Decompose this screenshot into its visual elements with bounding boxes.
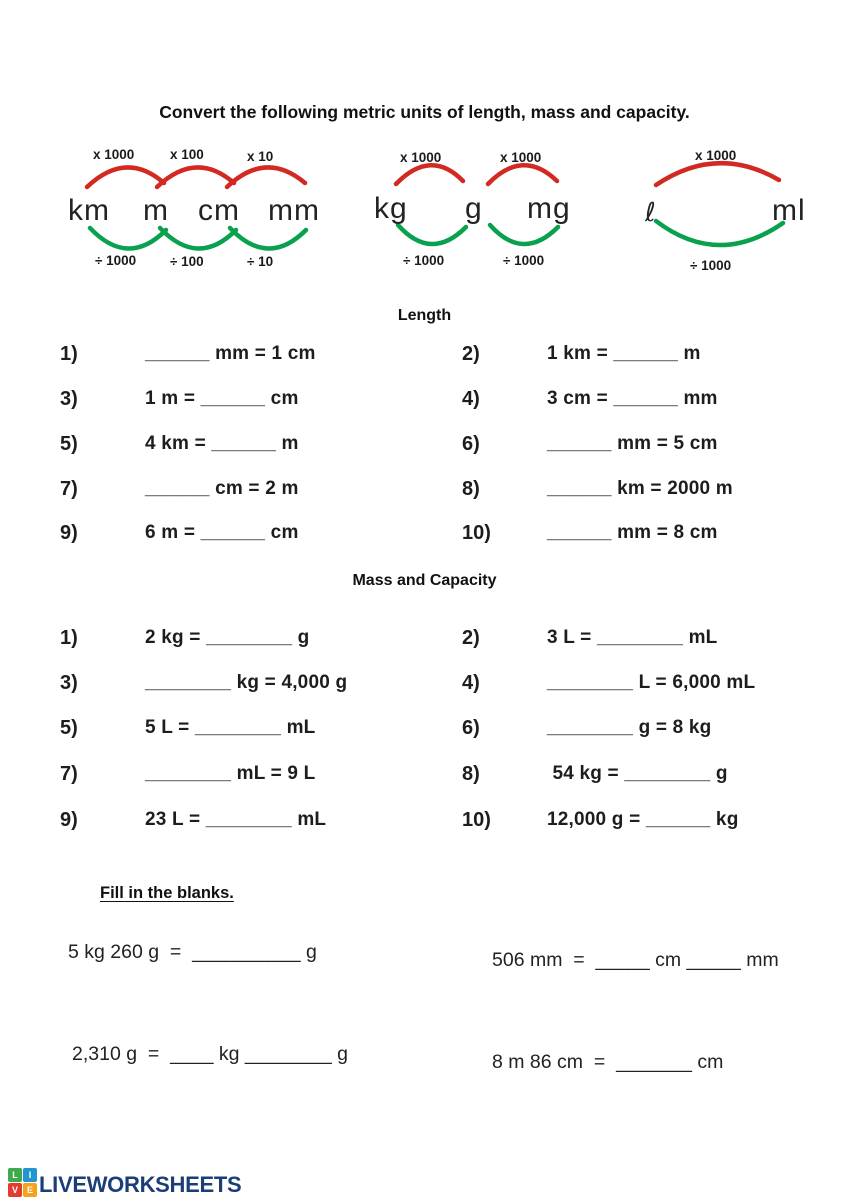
question-blank[interactable]: 5 L = ________ mL xyxy=(145,717,316,738)
question-number: 8) xyxy=(462,763,480,785)
question-row xyxy=(0,627,849,653)
worksheet-title: Convert the following metric units of length, mass and capacity. xyxy=(159,102,690,122)
question-number: 7) xyxy=(60,478,78,500)
mass-section-heading: Mass and Capacity xyxy=(352,572,497,589)
question-blank[interactable]: ________ kg = 4,000 g xyxy=(145,672,348,693)
multiply-arrow-l-ml xyxy=(656,163,779,185)
question-blank[interactable]: 2 kg = ________ g xyxy=(145,627,310,648)
length-section-heading: Length xyxy=(397,307,452,324)
unit-g: g xyxy=(465,192,483,225)
question-number: 9) xyxy=(60,522,78,544)
multiplier-label: x 100 xyxy=(170,147,204,162)
question-row xyxy=(0,433,849,459)
unit-cm: cm xyxy=(198,194,240,227)
question-number: 3) xyxy=(60,388,78,410)
divide-arrow-mm-cm xyxy=(230,228,306,249)
multiplier-label: x 1000 xyxy=(400,150,442,165)
question-blank[interactable]: 1 km = ______ m xyxy=(547,343,701,364)
unit-ml: ml xyxy=(772,194,806,227)
logo-square-i: I xyxy=(23,1168,37,1182)
multiplier-label: x 1000 xyxy=(695,148,737,163)
question-blank[interactable]: 1 m = ______ cm xyxy=(145,388,299,409)
question-number: 9) xyxy=(60,809,78,831)
fill-blank-item[interactable]: 506 mm = _____ cm _____ mm xyxy=(492,949,779,971)
divisor-label: ÷ 1000 xyxy=(95,253,137,268)
multiply-arrow-kg-g xyxy=(396,165,463,184)
question-blank[interactable]: 6 m = ______ cm xyxy=(145,522,299,543)
question-row xyxy=(0,343,849,369)
divide-arrow-m-km xyxy=(90,228,166,249)
unit-km: km xyxy=(68,194,110,227)
question-blank[interactable]: ________ mL = 9 L xyxy=(145,763,316,784)
question-number: 6) xyxy=(462,717,480,739)
question-number: 5) xyxy=(60,433,78,455)
question-row xyxy=(0,388,849,414)
multiply-arrow-m-cm xyxy=(157,167,234,187)
question-number: 4) xyxy=(462,672,480,694)
divide-arrow-cm-m xyxy=(160,228,236,249)
question-blank[interactable]: 54 kg = ________ g xyxy=(547,763,728,784)
divisor-label: ÷ 10 xyxy=(247,254,274,269)
question-row xyxy=(0,809,849,835)
unit-m: m xyxy=(143,194,169,227)
multiplier-label: x 1000 xyxy=(500,150,542,165)
question-blank[interactable]: ______ mm = 8 cm xyxy=(547,522,718,543)
divide-arrow-g-kg xyxy=(398,225,466,244)
divide-arrow-mg-g xyxy=(490,225,558,244)
multiply-arrow-km-m xyxy=(87,167,164,187)
fill-blank-item[interactable]: 8 m 86 cm = _______ cm xyxy=(492,1051,724,1073)
question-number: 2) xyxy=(462,343,480,365)
divisor-label: ÷ 1000 xyxy=(403,253,445,268)
liveworksheets-logo[interactable] xyxy=(8,1168,37,1197)
question-blank[interactable]: 3 L = ________ mL xyxy=(547,627,718,648)
unit-kg: kg xyxy=(374,192,408,225)
fill-blank-item[interactable]: 2,310 g = ____ kg ________ g xyxy=(72,1043,348,1065)
question-row xyxy=(0,672,849,698)
question-number: 2) xyxy=(462,627,480,649)
question-blank[interactable]: ______ mm = 5 cm xyxy=(547,433,718,454)
question-blank[interactable]: ______ km = 2000 m xyxy=(547,478,733,499)
unit-mm: mm xyxy=(268,194,320,227)
unit-liter: ℓ xyxy=(645,198,657,228)
question-number: 10) xyxy=(462,809,491,831)
question-number: 10) xyxy=(462,522,491,544)
logo-square-l: L xyxy=(8,1168,22,1182)
question-blank[interactable]: 23 L = ________ mL xyxy=(145,809,327,830)
question-number: 4) xyxy=(462,388,480,410)
question-blank[interactable]: 12,000 g = ______ kg xyxy=(547,809,739,830)
question-number: 3) xyxy=(60,672,78,694)
question-number: 1) xyxy=(60,627,78,649)
question-blank[interactable]: ________ L = 6,000 mL xyxy=(547,672,756,693)
divide-arrow-ml-l xyxy=(656,221,783,245)
question-number: 7) xyxy=(60,763,78,785)
question-blank[interactable]: 4 km = ______ m xyxy=(145,433,299,454)
fill-blanks-heading: Fill in the blanks. xyxy=(100,884,234,902)
divisor-label: ÷ 100 xyxy=(170,254,204,269)
question-blank[interactable]: ________ g = 8 kg xyxy=(547,717,712,738)
question-number: 6) xyxy=(462,433,480,455)
multiplier-label: x 10 xyxy=(247,149,274,164)
fill-blank-item[interactable]: 5 kg 260 g = __________ g xyxy=(68,941,317,963)
question-row xyxy=(0,717,849,743)
divisor-label: ÷ 1000 xyxy=(690,258,732,273)
question-row xyxy=(0,478,849,504)
question-number: 8) xyxy=(462,478,480,500)
multiply-arrow-g-mg xyxy=(488,165,557,184)
unit-mg: mg xyxy=(527,192,571,225)
question-row xyxy=(0,522,849,548)
multiply-arrow-cm-mm xyxy=(227,167,305,187)
multiplier-label: x 1000 xyxy=(93,147,135,162)
question-blank[interactable]: 3 cm = ______ mm xyxy=(547,388,718,409)
question-row xyxy=(0,763,849,789)
question-number: 1) xyxy=(60,343,78,365)
question-blank[interactable]: ______ mm = 1 cm xyxy=(145,343,316,364)
logo-square-v: V xyxy=(8,1183,22,1197)
divisor-label: ÷ 1000 xyxy=(503,253,545,268)
question-blank[interactable]: ______ cm = 2 m xyxy=(145,478,299,499)
brand-name[interactable]: LIVEWORKSHEETS xyxy=(39,1172,242,1197)
logo-square-e: E xyxy=(23,1183,37,1197)
question-number: 5) xyxy=(60,717,78,739)
